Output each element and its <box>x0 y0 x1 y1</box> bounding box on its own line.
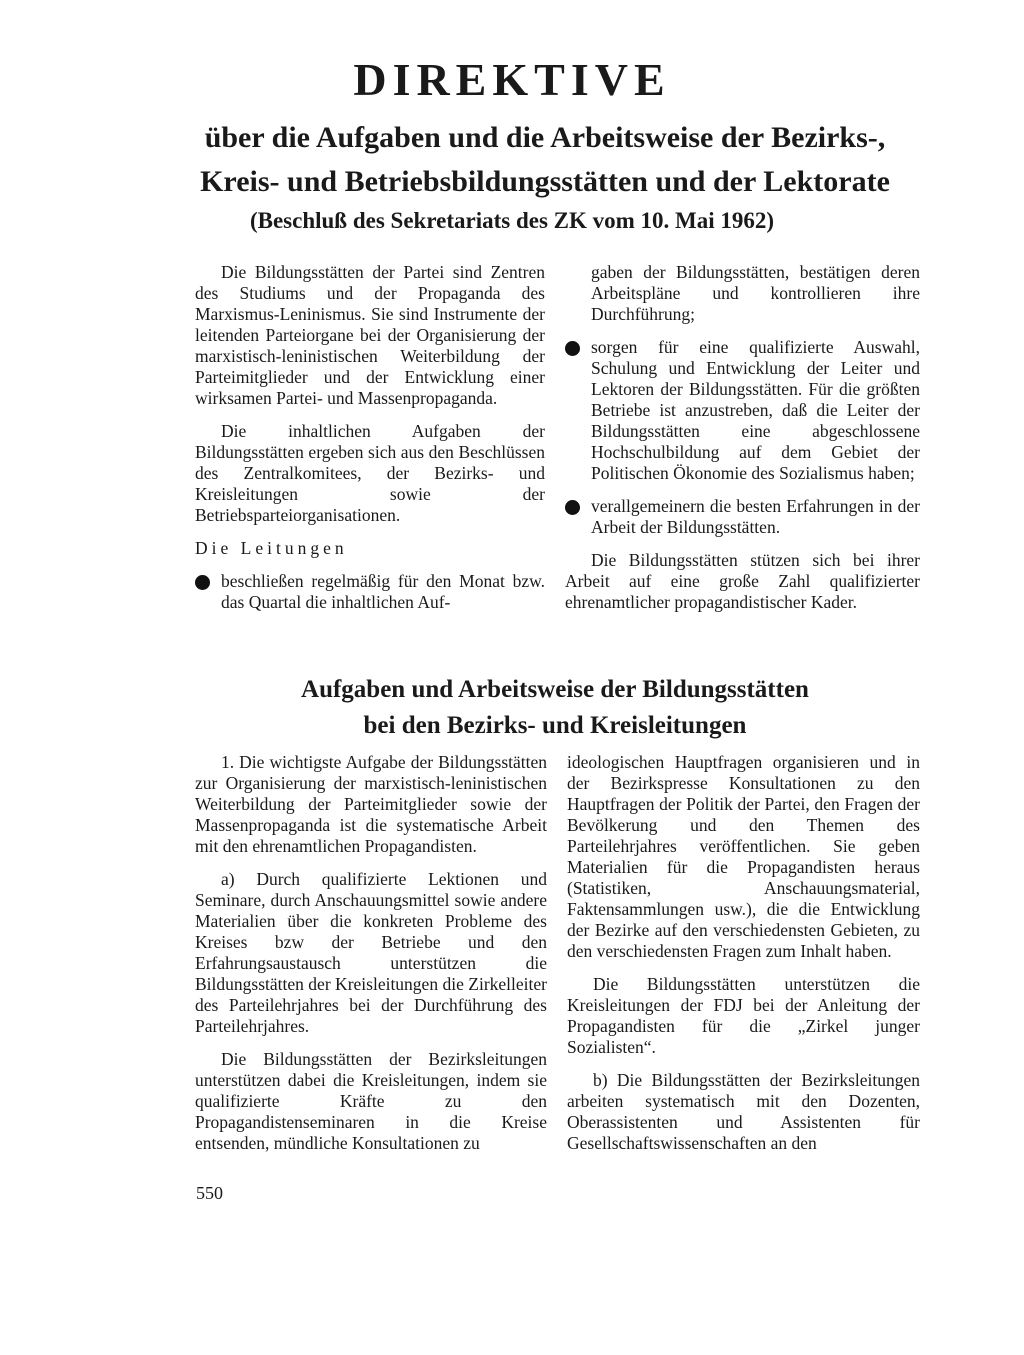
page-number: 550 <box>196 1183 223 1203</box>
bullet-item-3 <box>565 496 920 538</box>
page-title: DIREKTIVE <box>353 54 671 105</box>
section-column-right <box>567 752 920 1166</box>
bullet-item-2 <box>565 337 920 484</box>
intro-column-left <box>195 262 545 625</box>
subtitle-line-1: über die Aufgaben und die Arbeitsweise der Bezirks-, <box>204 121 886 154</box>
decision-note: (Beschluß des Sekretariats des ZK vom 10. Mai 1962) <box>249 208 775 233</box>
section-column-left <box>195 752 547 1166</box>
section-heading-line-2: bei den Bezirks- und Kreisleitungen <box>363 712 747 739</box>
bullet-item-1-text: beschließen regelmäßig für den Monat bzw. das Quartal die inhaltlichen Auf- <box>221 571 545 612</box>
section-heading-line-1: Aufgaben und Arbeitsweise der Bildungsstätten <box>301 676 809 703</box>
intro-paragraph-1: Die Bildungsstätten der Partei sind Zentren des Studiums und der Propaganda des Marxismus-Leninismus. Sie sind Instrumente der leitenden Parteiorgane bei der Organisierung der marxistisch-leninistischen Weiterbildung der Parteimitglieder und der Entwicklung einer wirksamen Partei- und Massenpropaganda. <box>195 262 545 408</box>
bullet-item-1 <box>195 571 545 613</box>
bullet-dot-icon <box>565 341 580 356</box>
bullet-item-1-continued: gaben der Bildungsstätten, bestätigen deren Arbeitspläne und kontrollieren ihre Durchführung; <box>591 262 920 324</box>
intro-paragraph-3: Die Bildungsstätten stützen sich bei ihrer Arbeit auf eine große Zahl qualifizierter ehrenamtlicher propagandistischer Kader. <box>565 550 920 612</box>
section-paragraph-3: Die Bildungsstätten der Bezirksleitungen unterstützen dabei die Kreisleitungen, indem sie qualifizierte Kräfte zu den Propagandistenseminaren in die Kreise entsenden, mündliche Konsultationen zu <box>195 1049 547 1153</box>
subtitle-line-2: Kreis- und Betriebsbildungsstätten und der Lektorate <box>200 165 890 198</box>
section-paragraph-1: 1. Die wichtigste Aufgabe der Bildungsstätten zur Organisierung der marxistisch-leninistischen Weiterbildung der Parteimitglieder sowie der Massenpropaganda ist die systematische Arbeit mit den ehrenamtlichen Propagandisten. <box>195 752 547 856</box>
section-heading <box>0 672 1024 744</box>
bullet-item-3-text: verallgemeinern die besten Erfahrungen in der Arbeit der Bildungsstätten. <box>591 496 920 537</box>
section-paragraph-5: Die Bildungsstätten unterstützen die Kreisleitungen der FDJ bei der Anleitung der Propagandisten für die „Zirkel junger Sozialisten“. <box>567 974 920 1057</box>
bullet-dot-icon <box>565 500 580 515</box>
subtitle <box>150 116 940 204</box>
bullet-item-2-text: sorgen für eine qualifizierte Auswahl, Schulung und Entwicklung der Leiter und Lektoren der Bildungsstätten. Für die größten Betriebe ist anzustreben, daß die Leiter der Bildungsstätten eine abgeschlossene Hochschulbildung auf dem Gebiet der Politischen Ökonomie des Sozialismus haben; <box>591 337 920 483</box>
section-paragraph-4: ideologischen Hauptfragen organisieren und in der Bezirkspresse Konsultationen zu den Hauptfragen der Politik der Partei, den Fragen der Bevölkerung und den Themen des Parteilehrjahres veröffentlichen. Sie geben Materialien für die Propagandisten heraus (Statistiken, Anschauungsmaterial, Faktensammlungen usw.), die die Entwicklung der Bezirke auf den verschiedensten Gebieten, zu den verschiedensten Fragen zum Inhalt haben. <box>567 752 920 961</box>
leitungen-label: Die Leitungen <box>195 538 348 558</box>
section-paragraph-6: b) Die Bildungsstätten der Bezirksleitungen arbeiten systematisch mit den Dozenten, Oberassistenten und Assistenten für Gesellschaftswissenschaften an den <box>567 1070 920 1153</box>
intro-paragraph-2: Die inhaltlichen Aufgaben der Bildungsstätten ergeben sich aus den Beschlüssen des Zentralkomitees, der Bezirks- und Kreisleitungen sowie der Betriebsparteiorganisationen. <box>195 421 545 525</box>
intro-column-right <box>565 262 920 625</box>
bullet-dot-icon <box>195 575 210 590</box>
section-paragraph-2: a) Durch qualifizierte Lektionen und Seminare, durch Anschauungsmittel sowie andere Materialien über die konkreten Probleme des Kreises bzw der Betriebe und den Erfahrungsaustausch unterstützen die Bildungsstätten der Kreisleitungen die Zirkelleiter des Parteilehrjahres bei der Durchführung des Parteilehrjahres. <box>195 869 547 1036</box>
